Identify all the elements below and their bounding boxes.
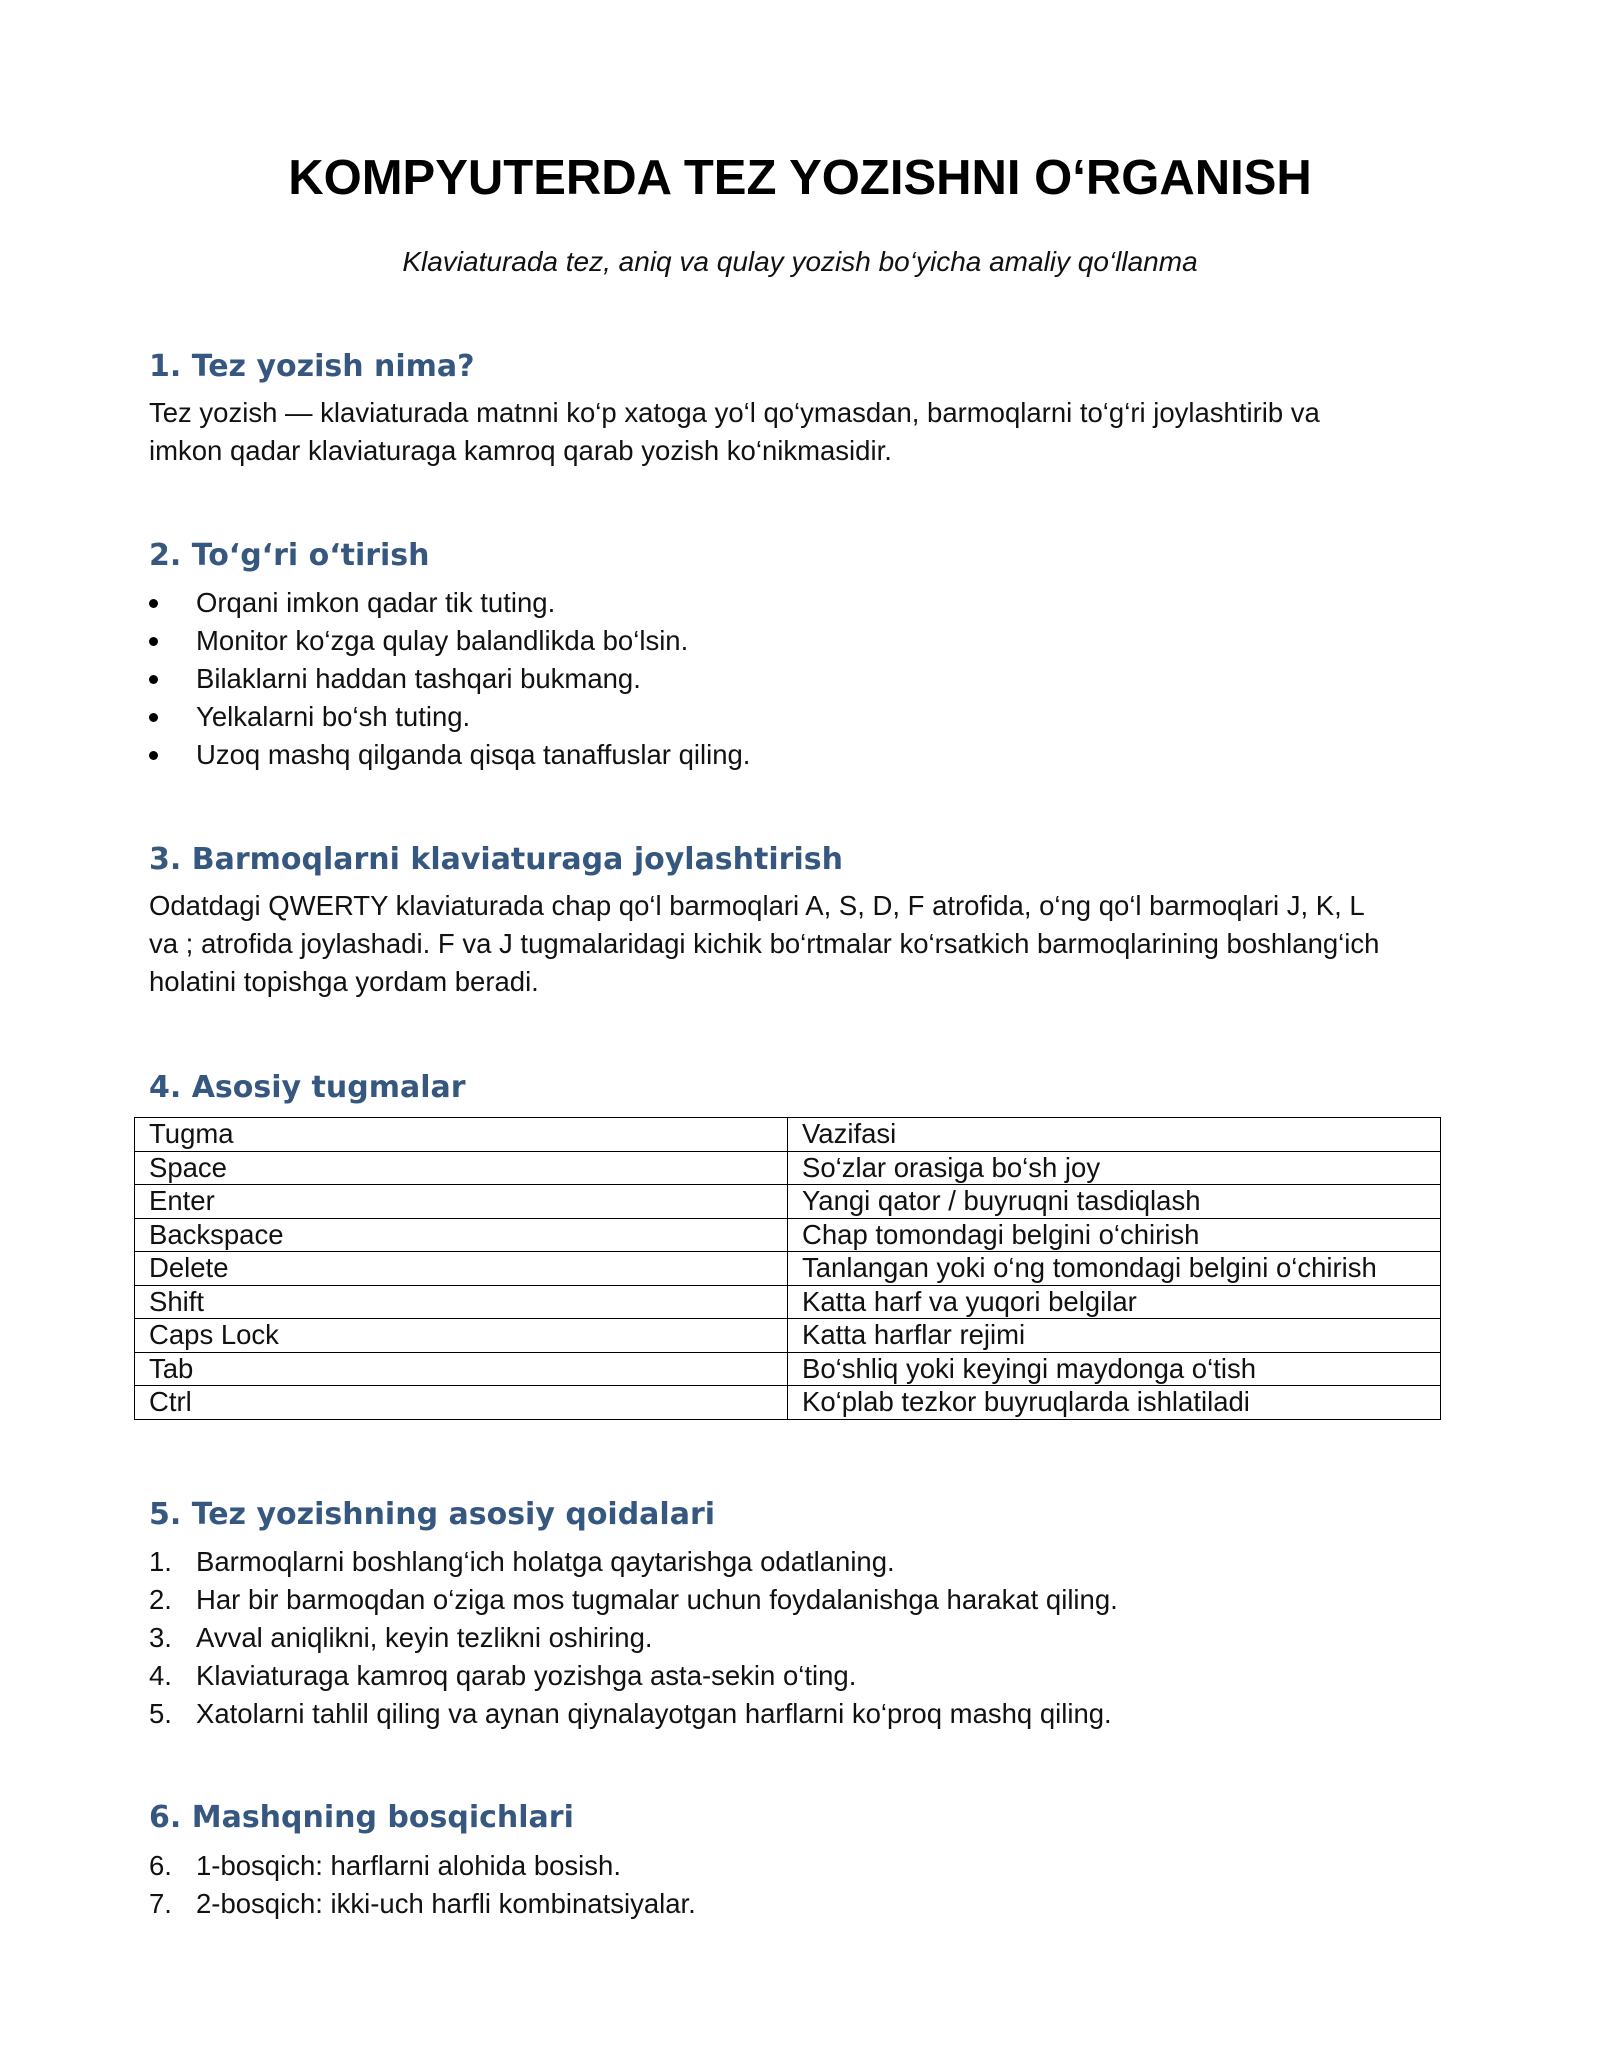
- list-number: 2.: [149, 1584, 172, 1615]
- list-item: 2. Har bir barmoqdan o‘ziga mos tugmalar uchun foydalanishga harakat qiling.: [149, 1581, 1449, 1619]
- list-item: 4. Klaviaturaga kamroq qarab yozishga asta-sekin o‘ting.: [149, 1657, 1449, 1695]
- bullet-icon: [149, 751, 158, 760]
- key-function-cell: Katta harf va yuqori belgilar: [788, 1285, 1441, 1319]
- table-header-cell: Vazifasi: [788, 1118, 1441, 1152]
- section-2-heading: 2. To‘g‘ri o‘tirish: [149, 538, 430, 573]
- key-name-cell: Ctrl: [135, 1386, 788, 1420]
- table-row: [135, 1218, 1441, 1252]
- key-name-cell: Enter: [135, 1185, 788, 1219]
- paragraph-line: va ; atrofida joylashadi. F va J tugmalaridagi kichik bo‘rtmalar ko‘rsatkich barmoqlarining boshlang‘ich: [149, 928, 1380, 959]
- list-number: 7.: [149, 1888, 172, 1919]
- key-function-cell: Katta harflar rejimi: [788, 1319, 1441, 1353]
- key-function-cell: Tanlangan yoki o‘ng tomondagi belgini o‘chirish: [788, 1252, 1441, 1286]
- table-row: [135, 1252, 1441, 1286]
- list-item: Yelkalarni bo‘sh tuting.: [149, 698, 1449, 736]
- key-name-cell: Tab: [135, 1352, 788, 1386]
- bullet-icon: [149, 637, 158, 646]
- table-row: [135, 1185, 1441, 1219]
- table-row: [135, 1386, 1441, 1420]
- key-function-cell: Bo‘shliq yoki keyingi maydonga o‘tish: [788, 1352, 1441, 1386]
- key-name-cell: Shift: [135, 1285, 788, 1319]
- list-item: 1. Barmoqlarni boshlang‘ich holatga qaytarishga odatlaning.: [149, 1543, 1449, 1581]
- paragraph-line: holatini topishga yordam beradi.: [149, 966, 539, 997]
- key-function-cell: So‘zlar orasiga bo‘sh joy: [788, 1151, 1441, 1185]
- list-number: 3.: [149, 1622, 172, 1653]
- list-number: 4.: [149, 1660, 172, 1691]
- list-item: Bilaklarni haddan tashqari bukmang.: [149, 660, 1449, 698]
- paragraph-line: imkon qadar klaviaturaga kamroq qarab yozish ko‘nikmasidir.: [149, 435, 892, 466]
- key-function-cell: Chap tomondagi belgini o‘chirish: [788, 1218, 1441, 1252]
- posture-bullet-list: [149, 584, 1449, 774]
- table-row: [135, 1151, 1441, 1185]
- section-4-heading: 4. Asosiy tugmalar: [149, 1070, 466, 1105]
- key-function-cell: Ko‘plab tezkor buyruqlarda ishlatiladi: [788, 1386, 1441, 1420]
- list-item: Monitor ko‘zga qulay balandlikda bo‘lsin.: [149, 622, 1449, 660]
- table-row: [135, 1352, 1441, 1386]
- rules-numbered-list: [149, 1543, 1449, 1733]
- key-name-cell: Space: [135, 1151, 788, 1185]
- bullet-icon: [149, 599, 158, 608]
- stages-numbered-list: [149, 1847, 1449, 1923]
- list-item: Uzoq mashq qilganda qisqa tanaffuslar qiling.: [149, 736, 1449, 774]
- bullet-icon: [149, 713, 158, 722]
- section-1-heading: 1. Tez yozish nima?: [149, 349, 475, 384]
- key-name-cell: Caps Lock: [135, 1319, 788, 1353]
- table-header-cell: Tugma: [135, 1118, 788, 1152]
- list-number: 6.: [149, 1850, 172, 1881]
- document-title: KOMPYUTERDA TEZ YOZISHNI O‘RGANISH: [288, 151, 1312, 205]
- table-row: [135, 1285, 1441, 1319]
- list-item: 5. Xatolarni tahlil qiling va aynan qiynalayotgan harflarni ko‘proq mashq qiling.: [149, 1695, 1449, 1733]
- section-3-heading: 3. Barmoqlarni klaviaturaga joylashtirish: [149, 842, 843, 877]
- list-item: 7. 2-bosqich: ikki-uch harfli kombinatsiyalar.: [149, 1885, 1449, 1923]
- keys-table: [134, 1117, 1441, 1420]
- key-function-cell: Yangi qator / buyruqni tasdiqlash: [788, 1185, 1441, 1219]
- key-name-cell: Backspace: [135, 1218, 788, 1252]
- document-subtitle: Klaviaturada tez, aniq va qulay yozish bo‘yicha amaliy qo‘llanma: [402, 246, 1198, 277]
- list-item: 3. Avval aniqlikni, keyin tezlikni oshiring.: [149, 1619, 1449, 1657]
- bullet-icon: [149, 675, 158, 684]
- list-number: 5.: [149, 1698, 172, 1729]
- section-6-heading: 6. Mashqning bosqichlari: [149, 1800, 574, 1835]
- section-1-paragraph: [149, 394, 1449, 470]
- section-5-heading: 5. Tez yozishning asosiy qoidalari: [149, 1497, 716, 1532]
- key-name-cell: Delete: [135, 1252, 788, 1286]
- section-3-paragraph: [149, 887, 1449, 1001]
- list-item: 6. 1-bosqich: harflarni alohida bosish.: [149, 1847, 1449, 1885]
- list-number: 1.: [149, 1546, 172, 1577]
- table-row: [135, 1319, 1441, 1353]
- paragraph-line: Odatdagi QWERTY klaviaturada chap qo‘l barmoqlari A, S, D, F atrofida, o‘ng qo‘l barmoqlari J, K, L: [149, 890, 1365, 921]
- paragraph-line: Tez yozish — klaviaturada matnni ko‘p xatoga yo‘l qo‘ymasdan, barmoqlarni to‘g‘ri joylashtirib va: [149, 397, 1320, 428]
- list-item: Orqani imkon qadar tik tuting.: [149, 584, 1449, 622]
- table-header-row: [135, 1118, 1441, 1152]
